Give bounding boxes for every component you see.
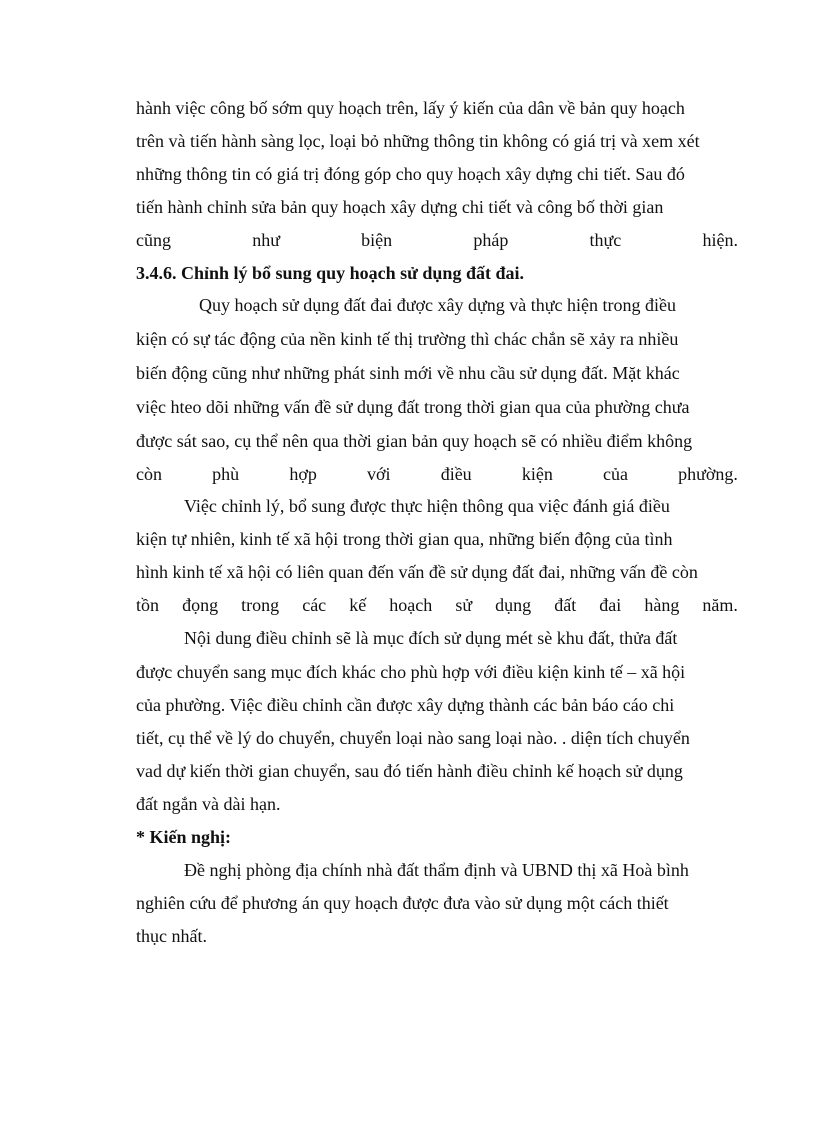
paragraph-line: [184, 859, 738, 881]
line-text: kiện có sự tác động của nền kinh tế thị trường thì chác chắn sẽ xảy ra nhiều: [136, 329, 679, 349]
paragraph-line: [136, 528, 738, 550]
line-text: được sát sao, cụ thể nên qua thời gian bản quy hoạch sẽ có nhiều điểm không: [136, 431, 693, 451]
line-text: Quy hoạch sử dụng đất đai được xây dựng và thực hiện trong điều: [199, 295, 676, 315]
paragraph-line: [136, 925, 738, 947]
paragraph-line: [184, 495, 738, 517]
line-text: kiện tự nhiên, kinh tế xã hội trong thời gian qua, những biến động của tình: [136, 529, 673, 549]
line-text: biến động cũng như những phát sinh mới về nhu cầu sử dụng đất. Mặt khác: [136, 363, 680, 383]
paragraph-line: [136, 97, 738, 119]
word: như: [252, 230, 280, 250]
paragraph-line: [184, 627, 738, 649]
word: hoạch: [389, 595, 433, 615]
justified-line: [136, 229, 738, 251]
paragraph-line: [136, 196, 738, 218]
word: biện: [361, 230, 393, 250]
line-text: trên và tiến hành sàng lọc, loại bỏ những thông tin không có giá trị và xem xét: [136, 131, 700, 151]
paragraph-line: [136, 694, 738, 716]
paragraph-line: [136, 130, 738, 152]
line-text: Việc chỉnh lý, bổ sung được thực hiện thông qua việc đánh giá điều: [184, 496, 670, 516]
section-heading: 3.4.6. Chỉnh lý bổ sung quy hoạch sử dụng đất đai.: [136, 263, 524, 283]
paragraph-line: [136, 892, 738, 914]
word: sử: [455, 595, 473, 615]
word: đai: [599, 595, 622, 615]
line-text: tiến hành chỉnh sửa bản quy hoạch xây dựng chi tiết và công bố thời gian: [136, 197, 664, 217]
word: đọng: [182, 595, 219, 615]
word: còn: [136, 464, 162, 484]
word: phường.: [678, 464, 738, 484]
line-text: vad dự kiến thời gian chuyển, sau đó tiến hành điều chỉnh kế hoạch sử dụng: [136, 761, 683, 781]
line-text: của phường. Việc điều chỉnh cần được xây dựng thành các bản báo cáo chi: [136, 695, 675, 715]
word: thực: [589, 230, 622, 250]
line-text: tiết, cụ thể về lý do chuyển, chuyển loại nào sang loại nào. . diện tích chuyển: [136, 728, 690, 748]
word: kiện: [521, 464, 553, 484]
word: năm.: [702, 595, 738, 615]
line-text: những thông tin có giá trị đóng góp cho quy hoạch xây dựng chi tiết. Sau đó: [136, 164, 685, 184]
word: các: [302, 595, 327, 615]
line-text: nghiên cứu để phương án quy hoạch được đưa vào sử dụng một cách thiết: [136, 893, 669, 913]
recommendation-heading: * Kiến nghị:: [136, 827, 232, 847]
word: phù: [212, 464, 240, 484]
line-text: Nội dung điều chỉnh sẽ là mục đích sử dụng mét sè khu đất, thửa đất: [184, 628, 678, 648]
justified-line: [136, 594, 738, 616]
line-text: Đề nghị phòng địa chính nhà đất thẩm định và UBND thị xã Hoà bình: [184, 860, 689, 880]
word: hiện.: [702, 230, 738, 250]
line-text: thục nhất.: [136, 926, 207, 946]
word: trong: [241, 595, 280, 615]
paragraph-line: [136, 727, 738, 749]
paragraph-line: [136, 561, 738, 583]
paragraph-line: [136, 430, 738, 452]
paragraph-line: [136, 661, 738, 683]
paragraph-line: [136, 163, 738, 185]
word: cũng: [136, 230, 171, 250]
word: hợp: [289, 464, 317, 484]
justified-line: [136, 463, 738, 485]
word: hàng: [644, 595, 680, 615]
paragraph-line: [136, 328, 738, 350]
word: pháp: [473, 230, 509, 250]
word: với: [367, 464, 391, 484]
line-text: đất ngắn và dài hạn.: [136, 794, 281, 814]
paragraph-line: [136, 793, 738, 815]
line-text: hành việc công bố sớm quy hoạch trên, lấy ý kiến của dân về bản quy hoạch: [136, 98, 685, 118]
paragraph-line: [136, 760, 738, 782]
paragraph-line: [199, 294, 738, 316]
paragraph-line: [136, 362, 738, 384]
word: dụng: [495, 595, 532, 615]
word: đất: [554, 595, 577, 615]
word: kế: [349, 595, 367, 615]
line-text: được chuyển sang mục đích khác cho phù hợp với điều kiện kinh tế – xã hội: [136, 662, 686, 682]
line-text: việc hteo dõi những vấn đề sử dụng đất trong thời gian qua của phường chưa: [136, 397, 690, 417]
word: điều: [440, 464, 472, 484]
paragraph-line: [136, 396, 738, 418]
word: tồn: [136, 595, 160, 615]
line-text: hình kinh tế xã hội có liên quan đến vấn đề sử dụng đất đai, những vấn đề còn: [136, 562, 698, 582]
word: của: [603, 464, 628, 484]
